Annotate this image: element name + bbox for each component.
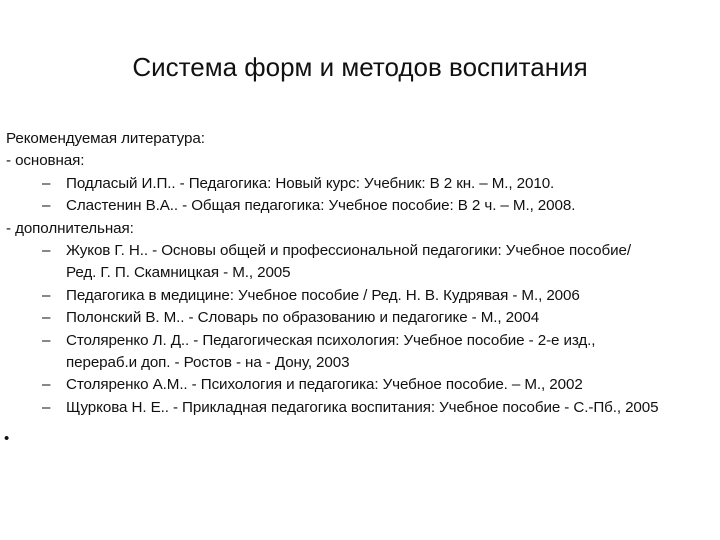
reference-text: Жуков Г. Н.. - Основы общей и профессиональной педагогики: Учебное пособие/ [66,242,631,260]
additional-section-label: - дополнительная: [6,219,134,237]
list-item [6,195,718,217]
dash-marker: – [42,309,51,327]
list-item [6,374,718,396]
list-item [6,173,718,195]
dash-marker: – [42,242,51,260]
reference-text-continuation: Ред. Г. П. Скамницкая - М., 2005 [66,264,291,282]
basic-literature-list [6,173,718,218]
reference-text: Полонский В. М.. - Словарь по образованию и педагогике - М., 2004 [66,309,540,327]
list-item [6,307,718,329]
literature-list [6,128,718,419]
dash-marker: – [42,331,51,349]
reference-text-continuation: перераб.и доп. - Ростов - на - Дону, 2003 [66,354,350,372]
list-item [6,285,718,307]
dash-marker: – [42,398,51,416]
reference-text: Столяренко Л. Д.. - Педагогическая психология: Учебное пособие - 2-е изд., [66,331,596,349]
dash-marker: – [42,174,51,192]
dash-marker: – [42,286,51,304]
empty-bullet: • [4,430,10,447]
reference-text: Подласый И.П.. - Педагогика: Новый курс: Учебник: В 2 кн. – М., 2010. [66,174,555,192]
additional-literature-list [6,240,718,419]
slide-title: Система форм и методов воспитания [132,52,588,82]
basic-section-label: - основная: [6,152,85,170]
list-item [6,330,718,375]
literature-heading: Рекомендуемая литература: [6,130,205,147]
reference-text: Педагогика в медицине: Учебное пособие / Ред. Н. В. Кудрявая - М., 2006 [66,286,580,304]
reference-text: Сластенин В.А.. - Общая педагогика: Учебное пособие: В 2 ч. – М., 2008. [66,197,576,215]
dash-marker: – [42,376,51,394]
reference-text: Столяренко А.М.. - Психология и педагогика: Учебное пособие. – М., 2002 [66,376,583,394]
dash-marker: – [42,197,51,215]
list-item [6,240,718,285]
reference-text: Щуркова Н. Е.. - Прикладная педагогика воспитания: Учебное пособие - С.-Пб., 2005 [66,398,659,416]
list-item [6,397,718,419]
